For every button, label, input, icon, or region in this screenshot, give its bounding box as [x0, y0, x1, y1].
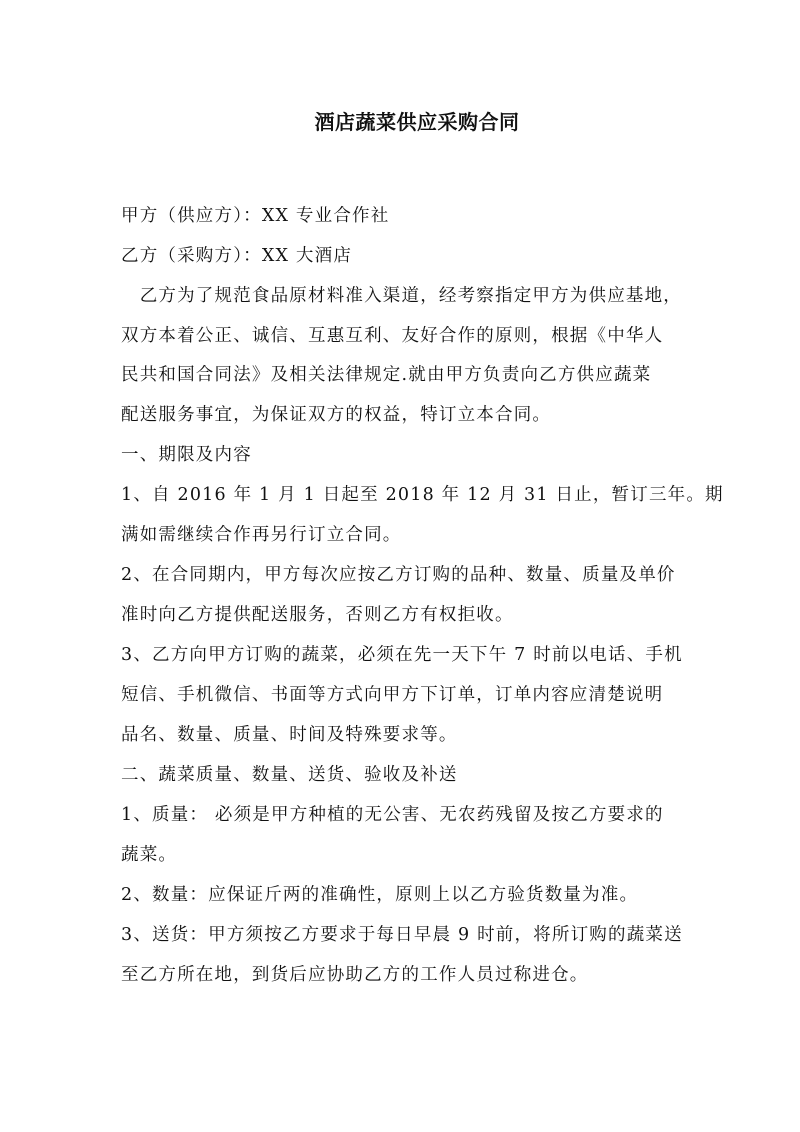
- preamble-line: 双方本着公正、诚信、互惠互利、友好合作的原则，根据《中华人: [121, 326, 664, 346]
- clause-line: 2、数量：应保证斤两的准确性，原则上以乙方验货数量为准。: [121, 885, 639, 905]
- clause-line: 至乙方所在地，到货后应协助乙方的工作人员过称进仓。: [121, 965, 589, 985]
- preamble-line: 民共和国合同法》及相关法律规定.就由甲方负责向乙方供应蔬菜: [121, 365, 652, 385]
- clause-line: 准时向乙方提供配送服务，否则乙方有权拒收。: [121, 605, 514, 625]
- clause-line: 短信、手机微信、书面等方式向甲方下订单，订单内容应清楚说明: [121, 685, 664, 705]
- preamble-line: 乙方为了规范食品原材料准入渠道，经考察指定甲方为供应基地，: [121, 286, 682, 306]
- party-b-line: 乙方（采购方）：XX 大酒店: [121, 246, 353, 266]
- clause-line: 2、在合同期内，甲方每次应按乙方订购的品种、数量、质量及单价: [121, 565, 676, 585]
- section-heading: 二、蔬菜质量、数量、送货、验收及补送: [121, 765, 458, 785]
- clause-line: 蔬菜。: [121, 845, 178, 865]
- document-title: 酒店蔬菜供应采购合同: [314, 110, 520, 134]
- clause-line: 1、质量： 必须是甲方种植的无公害、无农药残留及按乙方要求的: [121, 805, 664, 825]
- clause-line: 3、送货：甲方须按乙方要求于每日早晨 9 时前，将所订购的蔬菜送: [121, 925, 683, 945]
- clause-line: 品名、数量、质量、时间及特殊要求等。: [121, 725, 458, 745]
- clause-line: 满如需继续合作再另行订立合同。: [121, 525, 402, 545]
- clause-line: 3、乙方向甲方订购的蔬菜，必须在先一天下午 7 时前以电话、手机: [121, 645, 683, 665]
- preamble-line: 配送服务事宜，为保证双方的权益，特订立本合同。: [121, 405, 552, 425]
- clause-line: 1、自 2016 年 1 月 1 日起至 2018 年 12 月 31 日止，暂订三年。期: [121, 485, 724, 505]
- party-a-line: 甲方（供应方）：XX 专业合作社: [121, 206, 390, 226]
- section-heading: 一、期限及内容: [121, 445, 252, 465]
